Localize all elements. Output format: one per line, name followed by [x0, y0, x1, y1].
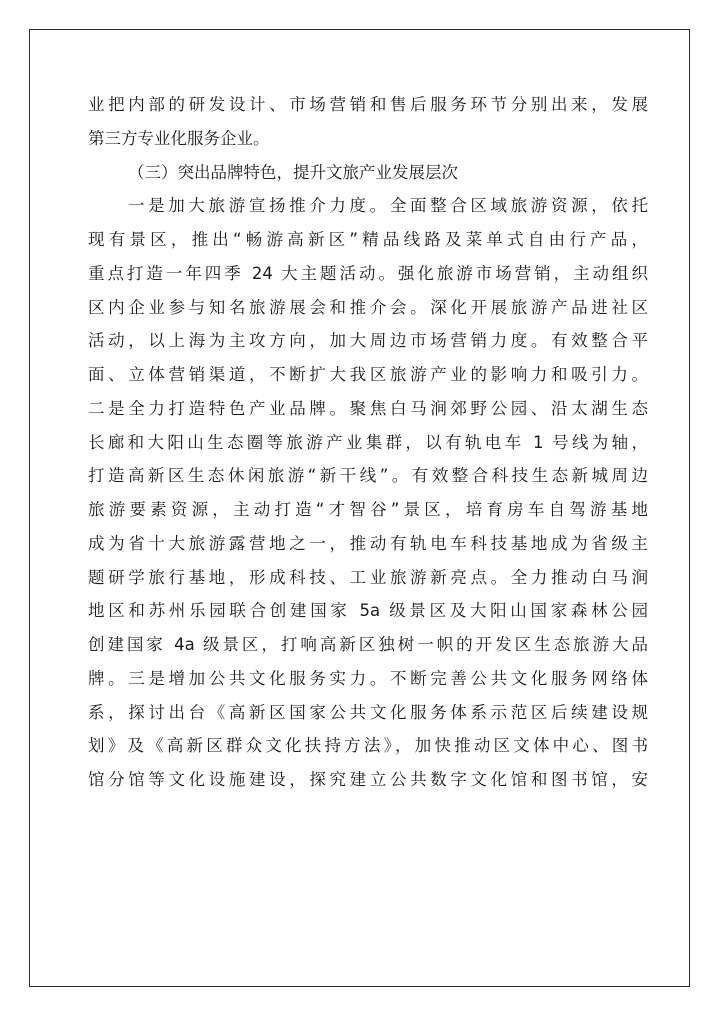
body-line: 馆分馆等文化设施建设，探究建立公共数字文化馆和图书馆，安: [88, 770, 648, 789]
paragraph-first-line: 一是加大旅游宣扬推介力度。全面整合区域旅游资源，依托: [128, 196, 648, 216]
body-line: 现有景区，推出“畅游高新区”精品线路及菜单式自由行产品，: [88, 230, 648, 249]
body-line: 成为省十大旅游露营地之一，推动有轨电车科技基地成为省级主: [88, 533, 648, 553]
body-line: 业把内部的研发设计、市场营销和售后服务环节分别出来，发展: [88, 95, 648, 114]
body-line: 重点打造一年四季 24 大主题活动。强化旅游市场营销，主动组织: [88, 263, 648, 283]
body-line: 活动，以上海为主攻方向，加大周边市场营销力度。有效整合平: [88, 331, 648, 351]
body-line: 系，探讨出台《高新区国家公共文化服务体系示范区后续建设规: [88, 702, 648, 722]
body-line: 打造高新区生态休闲旅游“新干线”。有效整合科技生态新城周边: [88, 466, 648, 486]
body-line: 创建国家 4a 级景区，打响高新区独树一帜的开发区生态旅游大品: [88, 635, 648, 654]
body-line: 划》及《高新区群众文化扶持方法》，加快推动区文体中心、图书: [88, 736, 648, 756]
body-line: 长廊和大阳山生态圈等旅游产业集群，以有轨电车 1 号线为轴，: [88, 432, 648, 452]
body-line: 二是全力打造特色产业品牌。聚焦白马涧郊野公园、沿太湖生态: [88, 398, 648, 418]
body-line: 第三方专业化服务企业。: [88, 128, 270, 148]
body-line: 牌。三是增加公共文化服务实力。不断完善公共文化服务网络体: [88, 668, 648, 688]
body-line: 区内企业参与知名旅游展会和推介会。深化开展旅游产品进社区: [88, 297, 648, 317]
body-line: 地区和苏州乐园联合创建国家 5a 级景区及大阳山国家森林公园: [88, 601, 648, 621]
body-line: 题研学旅行基地，形成科技、工业旅游新亮点。全力推动白马涧: [88, 567, 648, 587]
document-body: [88, 88, 648, 797]
section-heading: （三）突出品牌特色，提升文旅产业发展层次: [128, 162, 458, 182]
body-line: 旅游要素资源，主动打造“才智谷”景区，培育房车自驾游基地: [88, 500, 648, 519]
body-line: 面、立体营销渠道，不断扩大我区旅游产业的影响力和吸引力。: [88, 365, 648, 384]
